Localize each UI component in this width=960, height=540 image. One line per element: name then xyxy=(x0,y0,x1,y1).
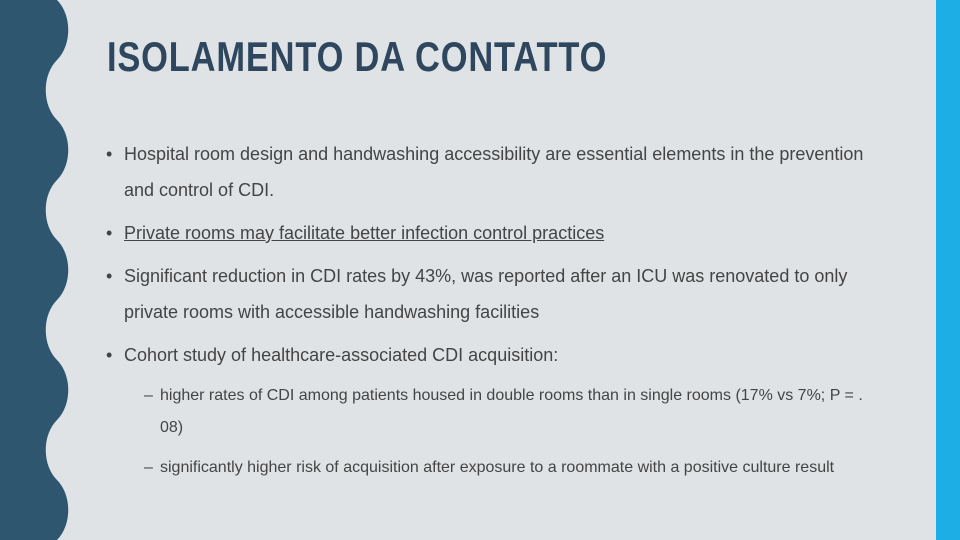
sub-bullet-dash: – xyxy=(144,459,153,476)
sub-bullet-item xyxy=(144,380,884,444)
bullet-text: Cohort study of healthcare-associated CDI acquisition: xyxy=(124,345,559,365)
bullet-dot: • xyxy=(106,223,113,243)
right-accent-band xyxy=(936,0,960,540)
bullet-item xyxy=(106,258,896,330)
bullet-text: Private rooms may facilitate better infection control practices xyxy=(124,223,605,243)
sub-bullet-item xyxy=(144,452,884,484)
bullet-text: Significant reduction in CDI rates by 43%, was reported after an ICU was renovated to only private rooms with accessible handwashing facilities xyxy=(124,266,848,322)
sub-bullet-text: higher rates of CDI among patients housed in double rooms than in single rooms (17% vs 7%; P = . 08) xyxy=(160,387,863,436)
bullet-dot: • xyxy=(106,144,113,164)
wavy-left-band xyxy=(0,0,80,540)
bullet-dot: • xyxy=(106,266,113,286)
sub-bullet-text: significantly higher risk of acquisition after exposure to a roommate with a positive culture result xyxy=(160,459,835,476)
bullet-item xyxy=(106,337,896,373)
bullet-text: Hospital room design and handwashing accessibility are essential elements in the prevention and control of CDI. xyxy=(124,144,864,200)
sub-bullet-dash: – xyxy=(144,387,153,404)
bullet-item xyxy=(106,136,896,208)
bullet-item xyxy=(106,215,896,251)
slide-title: ISOLAMENTO DA CONTATTO xyxy=(107,33,608,80)
bullet-dot: • xyxy=(106,345,113,365)
